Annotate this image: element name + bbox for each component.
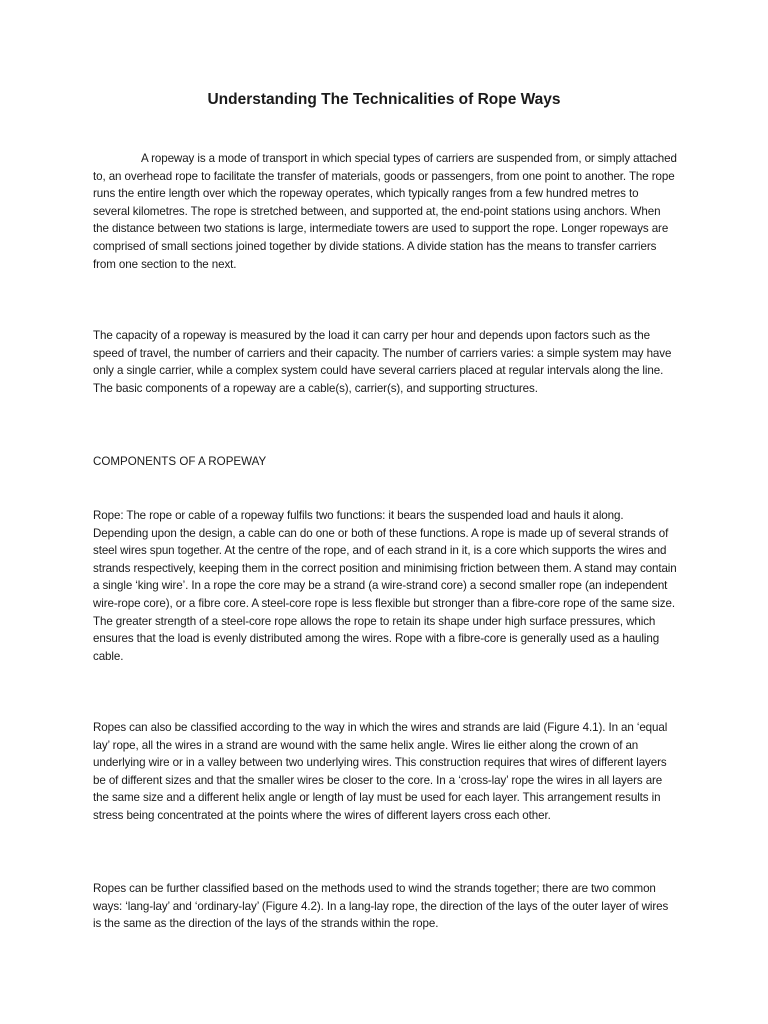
paragraph-intro: A ropeway is a mode of transport in which special types of carriers are suspended from, or simply attached to, an overhead rope to facilitate the transfer of materials, goods or passengers, from one point to another. The rope runs the entire length over which the ropeway operates, which typically ranges from a few hundred metres to several kilometres. The rope is stretched between, and supported at, the end-point stations using anchors. When the distance between two stations is large, intermediate towers are used to support the rope. Longer ropeways are comprised of small sections joined together by divide stations. A divide station has the means to transfer carriers from one section to the next. <box>93 152 677 271</box>
paragraph-lay-classification: Ropes can also be classified according to the way in which the wires and strands are laid (Figure 4.1). In an ‘equal lay’ rope, all the wires in a strand are wound with the same helix angle. Wires lie either along the crown of an underlying wire or in a valley between two underlying wires. This construction requires that wires of different layers be of different sizes and that the smaller wires be closer to the core. In a ‘cross-lay’ rope the wires in all layers are the same size and a different helix angle or length of lay must be used for each layer. This arrangement results in stress being concentrated at the points where the wires of different layers cross each other. <box>93 721 668 822</box>
paragraph-rope: Rope: The rope or cable of a ropeway fulfils two functions: it bears the suspended load and hauls it along. Depending upon the design, a cable can do one or both of these functions. A rope is made up of several strands of steel wires spun together. At the centre of the rope, and of each strand in it, is a core which supports the wires and strands respectively, keeping them in the correct position and minimising friction between them. A stand may contain a single ‘king wire’. In a rope the core may be a strand (a wire-strand core) a second smaller rope (an independent wire-rope core), or a fibre core. A steel-core rope is less flexible but stronger than a fibre-core rope of the same size. The greater strength of a steel-core rope allows the rope to retain its shape under high surface pressures, which ensures that the load is evenly distributed among the wires. Rope with a fibre-core is generally used as a hauling cable. <box>93 509 677 663</box>
document-title: Understanding The Technicalities of Rope Ways <box>207 91 561 108</box>
section-heading: COMPONENTS OF A ROPEWAY <box>93 455 267 468</box>
paragraph-capacity: The capacity of a ropeway is measured by the load it can carry per hour and depends upon factors such as the speed of travel, the number of carriers and their capacity. The number of carriers varies: a simple system may have only a single carrier, while a complex system could have several carriers placed at regular intervals along the line. The basic components of a ropeway are a cable(s), carrier(s), and supporting structures. <box>93 329 672 395</box>
paragraph-winding-methods: Ropes can be further classified based on the methods used to wind the strands together; there are two common ways: ‘lang-lay’ and ‘ordinary-lay’ (Figure 4.2). In a lang-lay rope, the direction of the lays of the outer layer of wires is the same as the direction of the lays of the strands within the rope. <box>93 882 669 931</box>
